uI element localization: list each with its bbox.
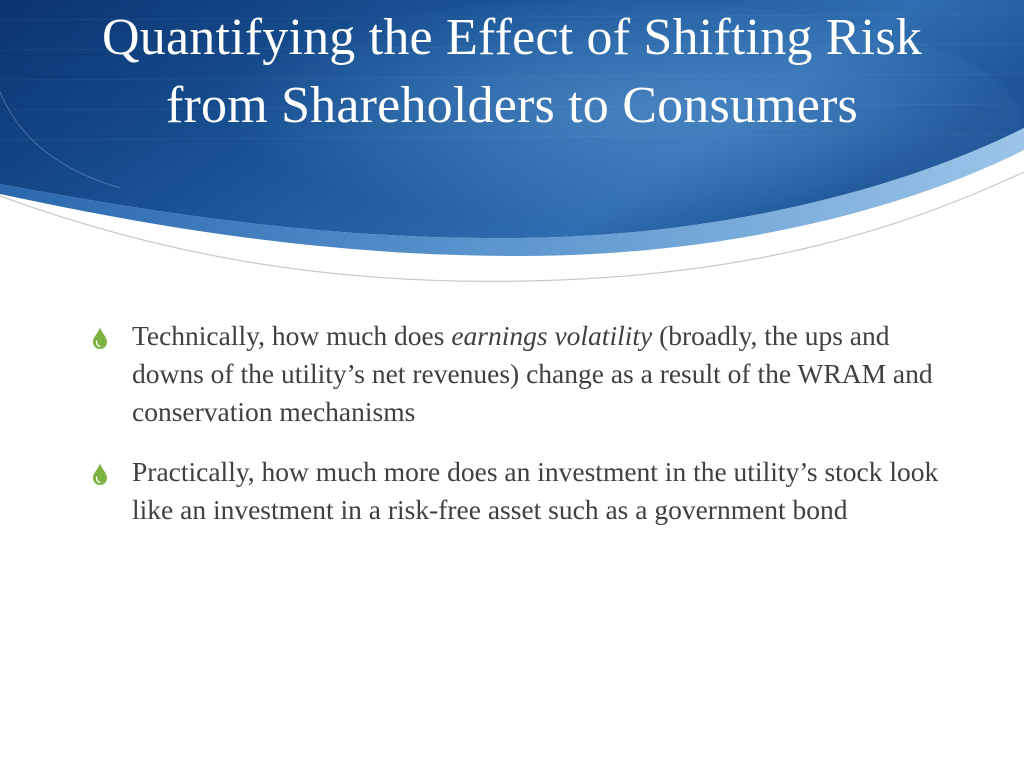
bullet-text-emphasis: earnings volatility (451, 320, 653, 351)
bullet-text-after: (broadly, the ups and downs of the utility’s net revenues) change as a result of the WRAM and conservation mechanisms (132, 320, 933, 427)
bullet-list (92, 317, 952, 551)
bullet-text: Practically, how much more does an investment in the utility’s stock look like an investment in a risk-free asset such as a government bond (132, 456, 939, 525)
droplet-icon (92, 327, 108, 349)
bullet-text-before: Technically, how much does (132, 320, 452, 351)
bullet-item (92, 453, 952, 529)
bullet-item (92, 317, 952, 431)
droplet-icon (92, 463, 108, 485)
slide-title: Quantifying the Effect of Shifting Risk from Shareholders to Consumers (102, 9, 922, 134)
